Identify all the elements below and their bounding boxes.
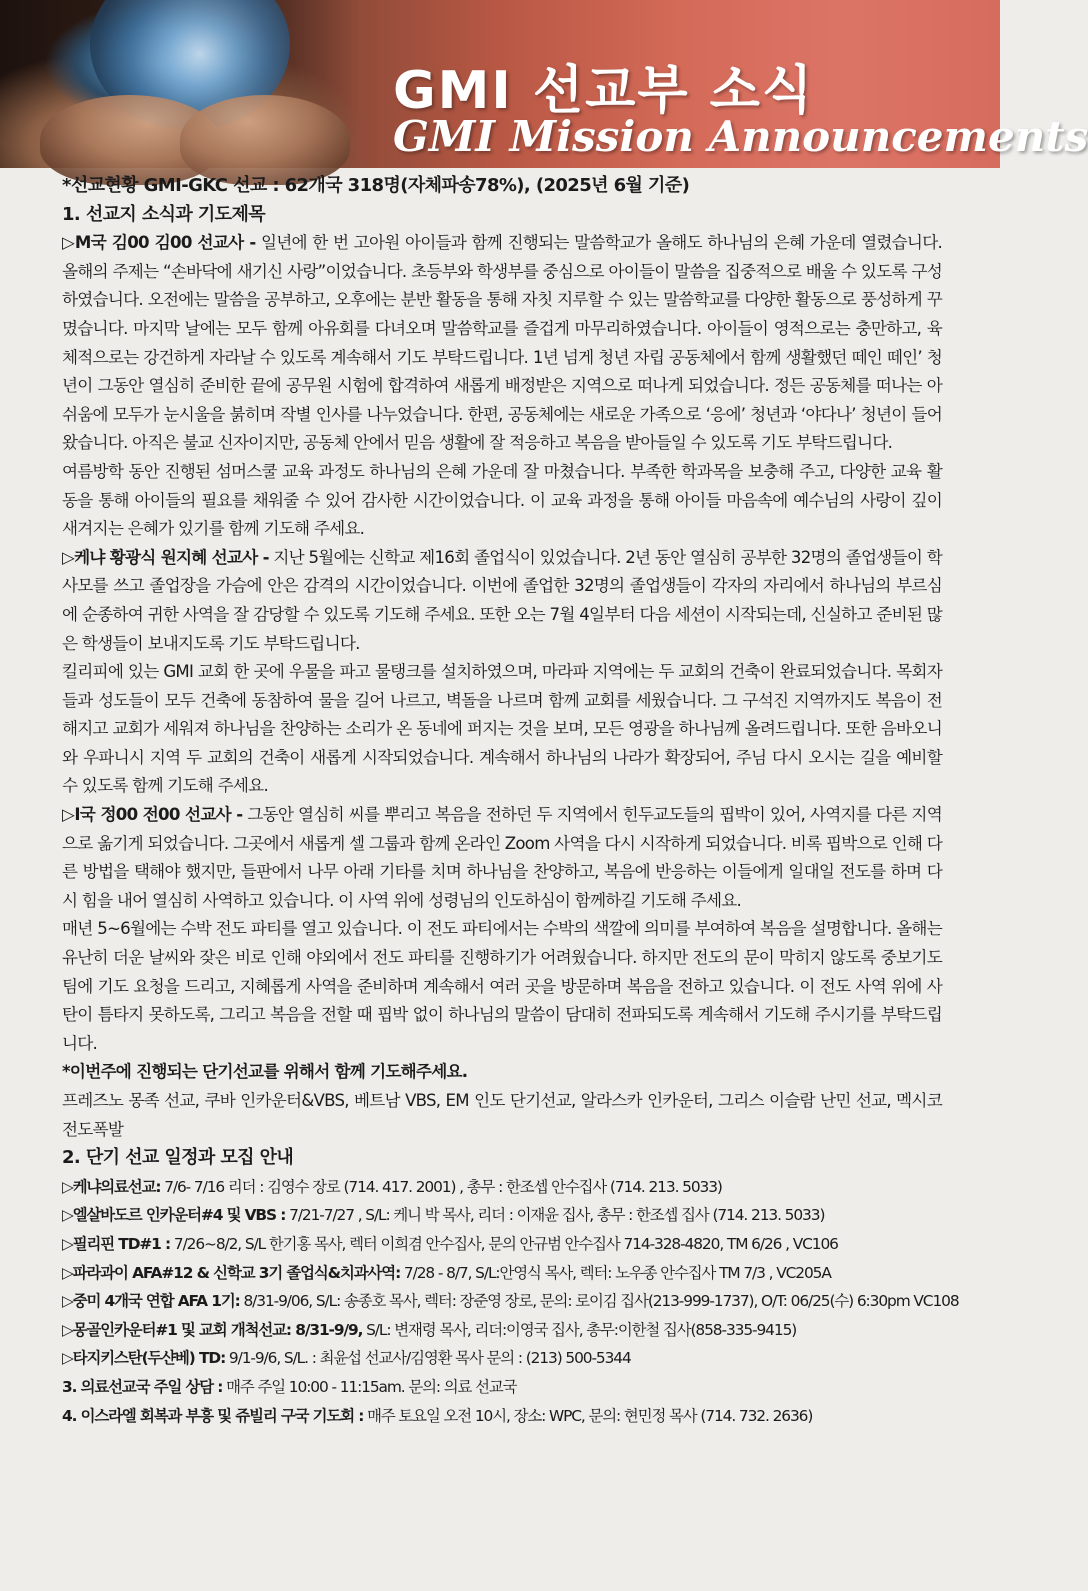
schedule-text: 8/31-9/06, S/L: 송종호 목사, 렉터: 장준영 장로, 문의: 로이김 집사(213-999-1737), O/T: 06/25(수) 6:30pm VC108 xyxy=(239,1292,959,1311)
kenya-paragraph-2: 킬리피에 있는 GMI 교회 한 곳에 우물을 파고 물탱크를 설치하였으며, 마라파 지역에는 두 교회의 건축이 완료되었습니다. 목회자들과 성도들이 모두 건축에 동참하여 물을 길어 나르고, 벽돌을 나르며 함께 교회를 세웠습니다. 그 구석진 지역까지도 복음이 전해지고 교회가 세워져 하나님을 찬양하는 소리가 온 동네에 퍼지는 것을 보며, 모든 영광을 하나님께 올려드립니다. 또한 음바오니와 우파니시 지역 두 교회의 건축이 새롭게 시작되었습니다. 계속해서 하나님의 나라가 확장되어, 주님 다시 오시는 길을 예비할 수 있도록 함께 기도해 주세요. xyxy=(62,662,942,796)
kenya-label: ▷케냐 황광식 원지혜 선교사 - xyxy=(62,547,269,567)
schedule-label: ▷중미 4개국 연합 AFA 1기: xyxy=(62,1292,240,1311)
schedule-item xyxy=(62,1259,942,1288)
section3-label: 3. 의료선교국 주일 상담 : xyxy=(62,1377,223,1396)
short-term-list: 프레즈노 몽족 선교, 쿠바 인카운터&VBS, 베트남 VBS, EM 인도 단기선교, 알라스카 인카운터, 그리스 이슬람 난민 선교, 멕시코 전도폭발 xyxy=(62,1091,942,1139)
schedule-label: ▷케냐의료선교: xyxy=(62,1177,161,1196)
kenya-paragraph xyxy=(62,544,942,658)
schedule-item xyxy=(62,1287,959,1316)
i-jung-paragraph-2: 매년 5~6월에는 수박 전도 파티를 열고 있습니다. 이 전도 파티에서는 수박의 색깔에 의미를 부여하여 복음을 설명합니다. 올해는 유난히 더운 날씨와 잦은 비로 인해 야외에서 전도 파티를 진행하기가 어려웠습니다. 하지만 전도의 문이 막히지 않도록 중보기도팀에 기도 요청을 드리고, 지혜롭게 사역을 준비하며 계속해서 여러 곳을 방문하며 복음을 전하고 있습니다. 이 전도 사역 위에 사탄이 틈타지 못하도록, 그리고 복음을 전할 때 핍박 없이 하나님의 말씀이 담대히 전파되도록 계속해서 기도해 주시기를 부탁드립니다. xyxy=(62,919,942,1053)
section4-label: 4. 이스라엘 회복과 부흥 및 쥬빌리 구국 기도회 : xyxy=(62,1406,364,1425)
schedule-item xyxy=(62,1230,942,1259)
schedule-text: 7/28 - 8/7, S/L:안영식 목사, 렉터: 노우종 안수집사 TM 7/3 , VC205A xyxy=(400,1263,831,1282)
header-banner xyxy=(0,0,1088,168)
schedule-item xyxy=(62,1344,942,1373)
m-kim-paragraph-2: 여름방학 동안 진행된 섬머스쿨 교육 과정도 하나님의 은혜 가운데 잘 마쳤습니다. 부족한 학과목을 보충해 주고, 다양한 교육 활동을 통해 아이들의 필요를 채워줄 수 있어 감사한 시간이었습니다. 이 교육 과정을 통해 아이들 마음속에 예수님의 사랑이 깊이 새겨지는 은혜가 있기를 함께 기도해 주세요. xyxy=(62,461,942,539)
kenya-text: 지난 5월에는 신학교 제16회 졸업식이 있었습니다. 2년 동안 열심히 공부한 32명의 졸업생들이 학사모를 쓰고 졸업장을 가슴에 안은 감격의 시간이었습니다. 이번에 졸업한 32명의 졸업생들이 각자의 자리에서 하나님의 부르심에 순종하여 귀한 사역을 잘 감당할 수 있도록 기도해 주세요. 또한 오는 7월 4일부터 다음 세션이 시작되는데, 신실하고 준비된 많은 학생들이 보내지도록 기도 부탁드립니다. xyxy=(62,547,942,653)
schedule-text: S/L: 변재령 목사, 리더:이영국 집사, 총무:이한철 집사(858-335-9415) xyxy=(362,1320,797,1339)
schedule-item xyxy=(62,1316,942,1345)
i-jung-paragraph xyxy=(62,801,942,915)
hands-holding-globe-image xyxy=(0,0,360,168)
m-kim-paragraph xyxy=(62,229,942,458)
section4-line xyxy=(62,1402,942,1431)
schedule-label: ▷필리핀 TD#1 : xyxy=(62,1234,171,1253)
schedule-label: ▷몽골인카운터#1 및 교회 개척선교: 8/31-9/9, xyxy=(62,1320,363,1339)
schedule-text: 7/6- 7/16 리더 : 김영수 장로 (714. 417. 2001) , 총무 : 한조셉 안수집사 (714. 213. 5033) xyxy=(160,1177,722,1196)
section4-text: 매주 토요일 오전 10시, 장소: WPC, 문의: 현민정 목사 (714. 732. 2636) xyxy=(363,1406,813,1425)
section2-heading: 2. 단기 선교 일정과 모집 안내 xyxy=(62,1147,294,1169)
section1-heading: 1. 선교지 소식과 기도제목 xyxy=(62,203,266,225)
i-jung-label: ▷I국 정00 전00 선교사 - xyxy=(62,805,243,825)
mission-status: *선교현황 GMI-GKC 선교 : 62개국 318명(자체파송78%), (2025년 6월 기준) xyxy=(62,175,690,196)
schedule-label: ▷엘살바도르 인카운터#4 및 VBS : xyxy=(62,1206,286,1225)
schedule-text: 7/21-7/27 , S/L: 케니 박 목사, 리더 : 이재윤 집사, 총무 : 한조셉 집사 (714. 213. 5033) xyxy=(285,1206,825,1225)
schedule-label: ▷타지키스탄(두샨베) TD: xyxy=(62,1349,226,1368)
section3-text: 매주 주일 10:00 - 11:15am. 문의: 의료 선교국 xyxy=(222,1377,517,1396)
section3-line xyxy=(62,1373,942,1402)
schedule-text: 7/26~8/2, S/L 한기홍 목사, 렉터 이희겸 안수집사, 문의 안규범 안수집사 714-328-4820, TM 6/26 , VC106 xyxy=(170,1234,838,1253)
short-term-heading: *이번주에 진행되는 단기선교를 위해서 함께 기도해주세요. xyxy=(62,1062,468,1082)
schedule-item xyxy=(62,1201,942,1230)
schedule-text: 9/1-9/6, S/L. : 최윤섭 선교사/김영환 목사 문의 : (213) 500-5344 xyxy=(225,1349,631,1368)
schedule-label: ▷파라과이 AFA#12 & 신학교 3기 졸업식&치과사역: xyxy=(62,1263,401,1282)
announcement-body xyxy=(62,172,959,1430)
schedule-item xyxy=(62,1173,942,1202)
m-kim-text: 일년에 한 번 고아원 아이들과 함께 진행되는 말씀학교가 올해도 하나님의 은혜 가운데 열렸습니다. 올해의 주제는 “손바닥에 새기신 사랑”이었습니다. 초등부와 학생부를 중심으로 아이들이 말씀을 집중적으로 배울 수 있도록 구성하였습니다. 오전에는 말씀을 공부하고, 오후에는 분반 활동을 통해 자칫 지루할 수 있는 말씀학교를 다양한 활동으로 풍성하게 꾸몄습니다. 마지막 날에는 모두 함께 아유회를 다녀오며 말씀학교를 즐겁게 마무리하였습니다. 아이들이 영적으로는 충만하고, 육체적으로는 강건하게 자라날 수 있도록 계속해서 기도 부탁드립니다. 1년 넘게 청년 자립 공동체에서 함께 생활했던 떼인 떼인’ 청년이 그동안 열심히 준비한 끝에 공무원 시험에 합격하여 새롭게 배정받은 지역으로 떠나게 되었습니다. 정든 공동체를 떠나는 아쉬움에 모두가 눈시울을 붉히며 작별 인사를 나누었습니다. 한편, 공동체에는 새로운 가족으로 ‘응에’ 청년과 ‘야다나’ 청년이 들어왔습니다. 아직은 불교 신자이지만, 공동체 안에서 믿음 생활에 잘 적응하고 복음을 받아들일 수 있도록 기도 부탁드립니다. xyxy=(62,233,943,453)
i-jung-text: 그동안 열심히 씨를 뿌리고 복음을 전하던 두 지역에서 힌두교도들의 핍박이 있어, 사역지를 다른 지역으로 옮기게 되었습니다. 그곳에서 새롭게 셀 그룹과 함께 온라인 Zoom 사역을 다시 시작하게 되었습니다. 비록 핍박으로 인해 다른 방법을 택해야 했지만, 들판에서 나무 아래 기타를 치며 하나님을 찬양하고, 복음에 반응하는 이들에게 일대일 전도를 하며 다시 힘을 내어 열심히 사역하고 있습니다. 이 사역 위에 성령님의 인도하심이 함께하길 기도해 주세요. xyxy=(62,805,942,910)
header-title-english: GMI Mission Announcements xyxy=(393,112,1088,161)
m-kim-label: ▷M국 김00 김00 선교사 - xyxy=(62,233,256,253)
header-title-korean: GMI 선교부 소식 xyxy=(393,61,815,121)
